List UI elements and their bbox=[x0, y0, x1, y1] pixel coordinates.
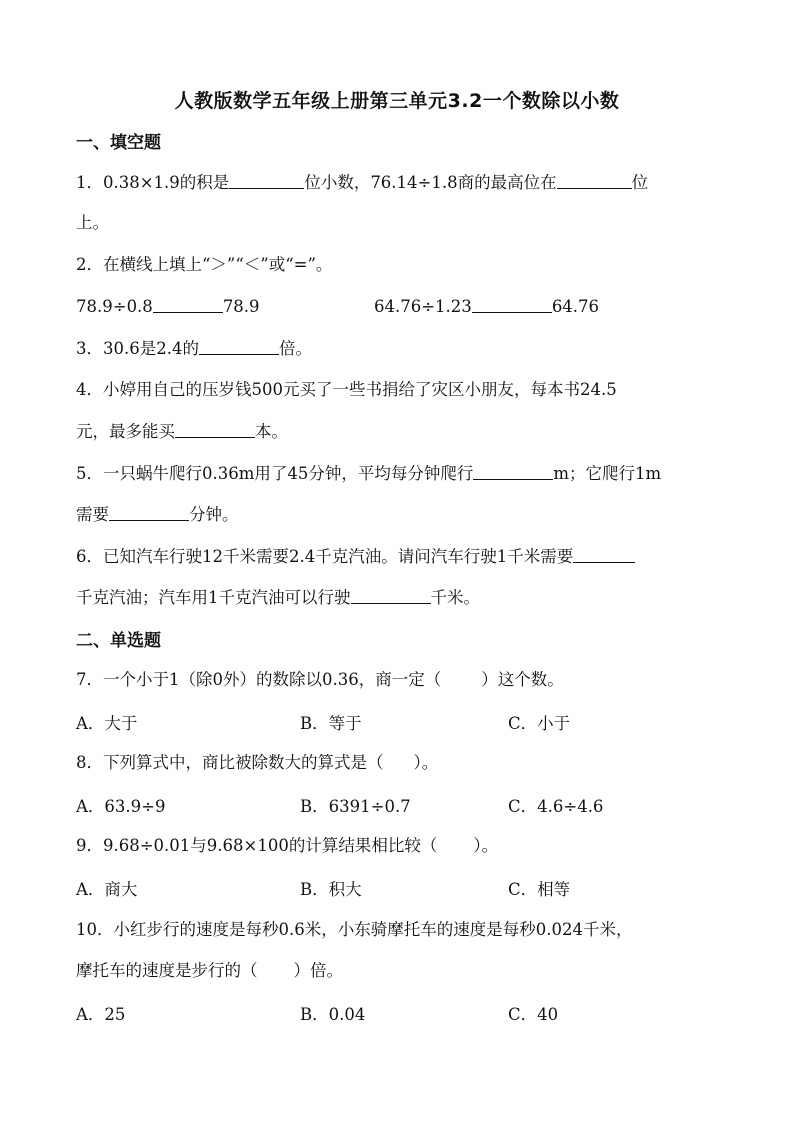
question-5-line-1: 5．一只蜗牛爬行0.36m用了45分钟，平均每分钟爬行 m；它爬行1m bbox=[76, 461, 661, 486]
option-c[interactable]: C．40 bbox=[508, 1005, 559, 1024]
answer-blank[interactable] bbox=[153, 294, 223, 313]
answer-blank[interactable] bbox=[573, 544, 635, 563]
question-5-line-2: 需要 分钟。 bbox=[76, 502, 239, 527]
option-b[interactable]: B．积大 bbox=[300, 880, 362, 899]
section-fill-in: 一、填空题 bbox=[76, 133, 161, 153]
option-c[interactable]: C．相等 bbox=[508, 880, 571, 899]
section-single-choice: 二、单选题 bbox=[76, 631, 161, 651]
answer-blank[interactable] bbox=[175, 419, 255, 438]
question-6-line-1: 6．已知汽车行驶12千米需要2.4千克汽油。请问汽车行驶1千米需要 bbox=[76, 544, 635, 569]
question-2-text: 2．在横线上填上“＞”“＜”或“=”。 bbox=[76, 255, 333, 274]
question-6-line-2: 千克汽油；汽车用1千克汽油可以行驶 千米。 bbox=[76, 585, 480, 610]
question-9: 9．9.68÷0.01与9.68×100的计算结果相比较（ ）。 bbox=[76, 836, 499, 855]
question-2-compare-right: 64.76÷1.23 64.76 bbox=[374, 294, 599, 319]
question-2-compare-left: 78.9÷0.8 78.9 bbox=[76, 294, 260, 319]
question-1-line-2: 上。 bbox=[76, 213, 109, 232]
option-b[interactable]: B．0.04 bbox=[300, 1005, 366, 1024]
answer-blank[interactable] bbox=[229, 170, 304, 189]
option-b[interactable]: B．等于 bbox=[300, 714, 362, 733]
question-4-line-2: 元，最多能买 本。 bbox=[76, 419, 288, 444]
option-a[interactable]: A．25 bbox=[76, 1005, 126, 1024]
answer-blank[interactable] bbox=[557, 170, 632, 189]
question-1-line-1: 1．0.38×1.9的积是 位小数，76.14÷1.8商的最高位在 位 bbox=[76, 170, 648, 195]
option-c[interactable]: C．4.6÷4.6 bbox=[508, 797, 604, 816]
option-a[interactable]: A．大于 bbox=[76, 714, 138, 733]
question-10-line-1: 10．小红步行的速度是每秒0.6米，小东骑摩托车的速度是每秒0.024千米， bbox=[76, 920, 633, 939]
option-a[interactable]: A．63.9÷9 bbox=[76, 797, 166, 816]
answer-blank[interactable] bbox=[199, 336, 279, 355]
option-c[interactable]: C．小于 bbox=[508, 714, 571, 733]
answer-blank[interactable] bbox=[109, 502, 189, 521]
question-4-line-1: 4．小婷用自己的压岁钱500元买了一些书捐给了灾区小朋友，每本书24.5 bbox=[76, 380, 617, 399]
option-a[interactable]: A．商大 bbox=[76, 880, 138, 899]
page-title: 人教版数学五年级上册第三单元3.2一个数除以小数 bbox=[174, 90, 620, 112]
option-b[interactable]: B．6391÷0.7 bbox=[300, 797, 411, 816]
question-8: 8．下列算式中，商比被除数大的算式是（ ）。 bbox=[76, 753, 439, 772]
question-10-line-2: 摩托车的速度是步行的（ ）倍。 bbox=[76, 961, 343, 980]
answer-blank[interactable] bbox=[351, 585, 431, 604]
answer-blank[interactable] bbox=[473, 461, 553, 480]
answer-blank[interactable] bbox=[472, 294, 552, 313]
question-7: 7．一个小于1（除0外）的数除以0.36，商一定（ ）这个数。 bbox=[76, 670, 564, 689]
question-3: 3．30.6是2.4的 倍。 bbox=[76, 336, 312, 361]
